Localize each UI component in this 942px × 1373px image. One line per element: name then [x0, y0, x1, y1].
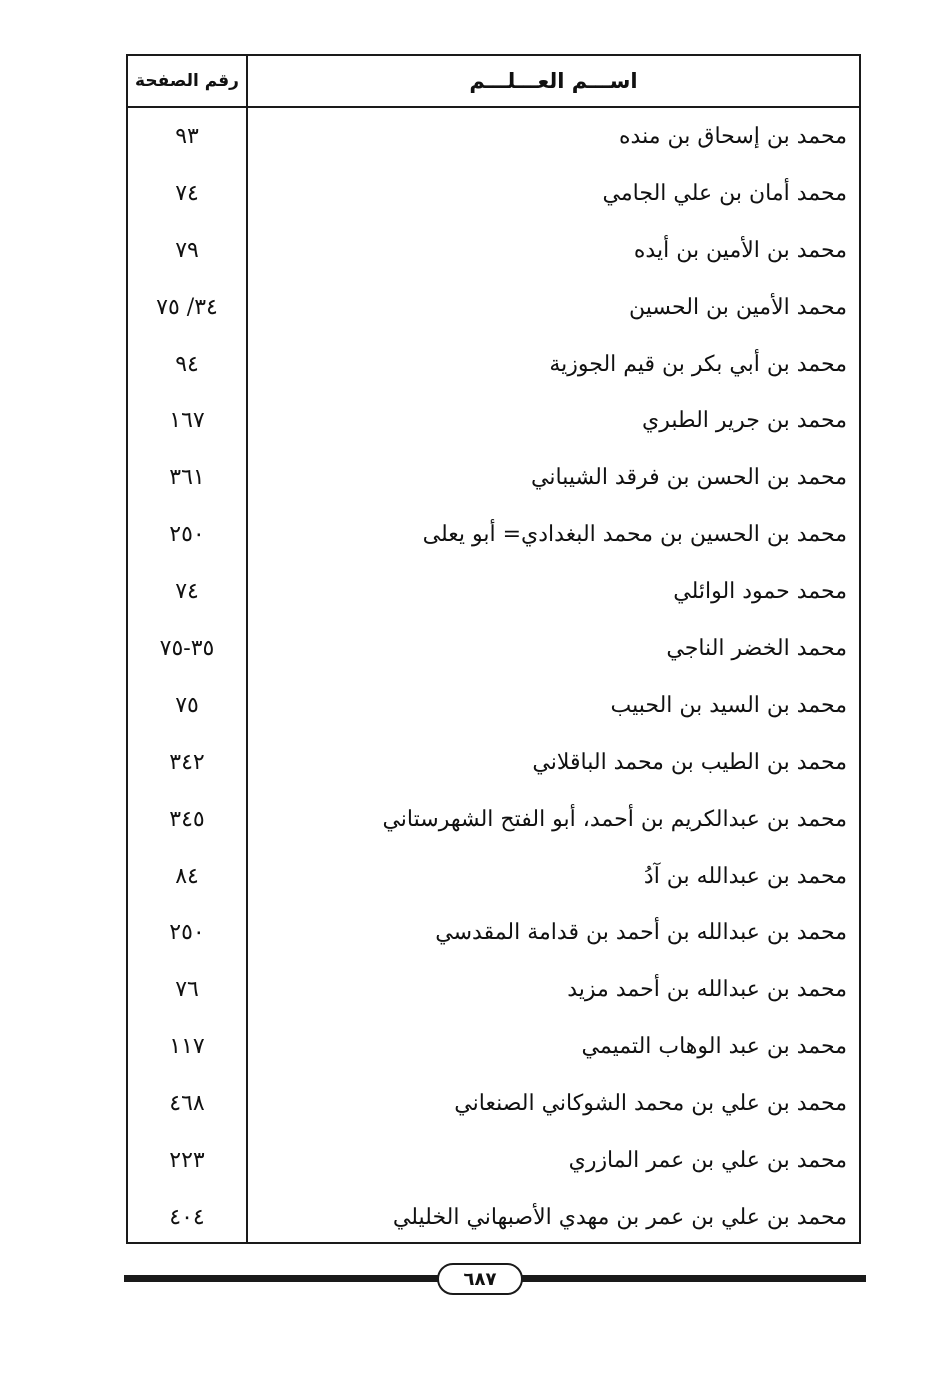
entry-page: ٧٤ [175, 180, 199, 206]
entry-name: محمد أمان بن علي الجامي [602, 180, 847, 206]
table-row [128, 620, 859, 677]
table-row [128, 1189, 859, 1246]
entry-page: ٣٦١ [169, 465, 205, 491]
table-row [128, 848, 859, 905]
entry-name: محمد بن علي بن عمر المازري [568, 1147, 847, 1173]
table-header [128, 56, 859, 108]
entry-name: محمد بن عبدالكريم بن أحمد، أبو الفتح الشهرستاني [382, 806, 847, 832]
entry-name: محمد حمود الوائلي [673, 579, 847, 605]
entry-name: محمد بن الحسن بن فرقد الشيباني [531, 465, 847, 491]
table-row [128, 1132, 859, 1189]
entry-name: محمد بن أبي بكر بن قيم الجوزية [549, 351, 847, 377]
entry-name: محمد بن عبدالله بن أحمد بن قدامة المقدسي [435, 920, 847, 946]
table-row [128, 449, 859, 506]
entry-page: ٩٣ [175, 123, 199, 149]
table-row [128, 563, 859, 620]
entry-page: ٨٤ [175, 863, 199, 889]
entry-page: ١٦٧ [169, 408, 205, 434]
table-row [128, 1018, 859, 1075]
table-row [128, 392, 859, 449]
entry-page: ٣٤٢ [169, 749, 205, 775]
index-table [126, 54, 861, 1244]
column-header-page: رقم الصفحة [135, 71, 239, 91]
entry-page: ٢٢٣ [169, 1147, 205, 1173]
table-row [128, 791, 859, 848]
table-row [128, 1075, 859, 1132]
entry-name: محمد بن الأمين بن أيده [633, 237, 847, 263]
table-row [128, 734, 859, 791]
entry-page: ٣٤/ ٧٥ [156, 294, 218, 320]
entry-name: محمد بن عبد الوهاب التميمي [581, 1034, 847, 1060]
entry-page: ٩٤ [175, 351, 199, 377]
entry-name: محمد بن عبدالله بن أحمد مزيد [567, 977, 847, 1003]
column-header-name: اســـم العـــلـــم [469, 69, 638, 93]
entry-name: محمد بن السيد بن الحبيب [610, 692, 847, 718]
table-row [128, 222, 859, 279]
entry-name: محمد بن عبدالله بن آدُ [643, 863, 847, 889]
page-number: ٦٨٧ [437, 1263, 523, 1295]
entry-name: محمد الخضر الناجي [666, 635, 847, 661]
entry-page: ٢٥٠ [169, 522, 205, 548]
table-row [128, 904, 859, 961]
entry-page: ٣٤٥ [169, 806, 205, 832]
table-row [128, 506, 859, 563]
table-row [128, 165, 859, 222]
entry-page: ٢٥٠ [169, 920, 205, 946]
entry-page: ٣٥-٧٥ [159, 635, 215, 661]
table-row [128, 336, 859, 393]
table-row [128, 108, 859, 165]
entry-page: ٧٥ [175, 692, 199, 718]
entry-name: محمد بن إسحاق بن منده [619, 123, 847, 149]
entry-page: ٧٩ [175, 237, 199, 263]
table-body [128, 108, 859, 1246]
entry-name: محمد بن الحسين بن محمد البغدادي= أبو يعلى [422, 522, 847, 548]
table-row [128, 677, 859, 734]
entry-name: محمد بن علي بن عمر بن مهدي الأصبهاني الخليلي [392, 1204, 847, 1230]
entry-page: ١١٧ [169, 1034, 205, 1060]
entry-name: محمد بن جرير الطبري [642, 408, 847, 434]
entry-page: ٤٠٤ [169, 1204, 205, 1230]
entry-page: ٧٤ [175, 579, 199, 605]
entry-page: ٤٦٨ [169, 1091, 205, 1117]
entry-name: محمد بن علي بن محمد الشوكاني الصنعاني [454, 1091, 847, 1117]
entry-name: محمد الأمين بن الحسين [629, 294, 847, 320]
table-row [128, 279, 859, 336]
entry-name: محمد بن الطيب بن محمد الباقلاني [532, 749, 847, 775]
table-row [128, 961, 859, 1018]
entry-page: ٧٦ [175, 977, 199, 1003]
